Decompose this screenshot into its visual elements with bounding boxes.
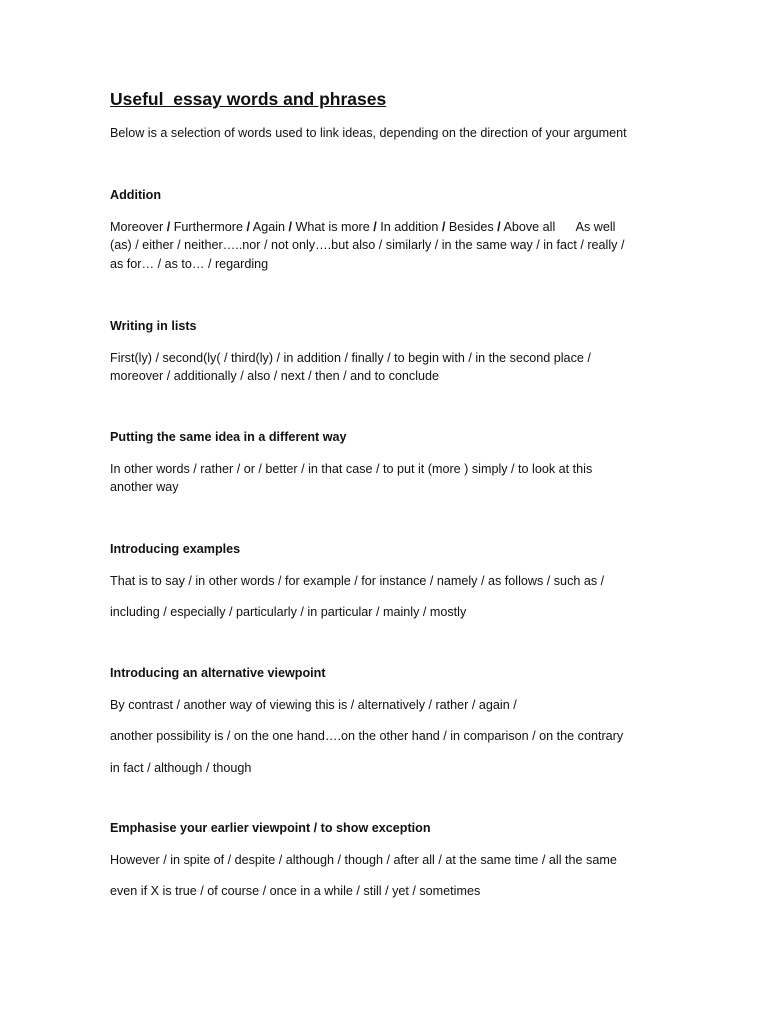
section-heading: Introducing examples bbox=[110, 542, 241, 556]
examples-line-1: That is to say / in other words / for example / for instance / namely / as follows / such as / bbox=[110, 573, 605, 588]
text-segment: Moreover bbox=[110, 219, 167, 234]
document-title: Useful essay words and phrases bbox=[110, 89, 387, 109]
lists-line-2: moreover / additionally / also / next / then / and to conclude bbox=[110, 369, 440, 383]
section-heading: Emphasise your earlier viewpoint / to show exception bbox=[110, 821, 431, 835]
text-segment: Furthermore bbox=[170, 219, 247, 234]
section-emphasise bbox=[110, 819, 670, 901]
text-segment: Besides bbox=[445, 219, 498, 234]
addition-line-1 bbox=[110, 218, 670, 237]
emphasise-line-2: even if X is true / of course / once in a while / still / yet / sometimes bbox=[110, 884, 481, 898]
separator: / bbox=[288, 219, 293, 234]
text-segment: In addition bbox=[376, 219, 442, 234]
section-heading: Introducing an alternative viewpoint bbox=[110, 666, 326, 680]
different-way-line-1: In other words / rather / or / better / in that case / to put it (more ) simply / to look at this bbox=[110, 461, 593, 476]
alternative-line-3: in fact / although / though bbox=[110, 760, 252, 775]
text-segment: Again bbox=[250, 219, 289, 234]
section-introducing-examples bbox=[110, 540, 670, 622]
different-way-line-2: another way bbox=[110, 480, 179, 494]
addition-line-2: (as) / either / neither…..nor / not only….but also / similarly / in the same way / in fact / really / bbox=[110, 238, 625, 252]
section-addition bbox=[110, 186, 670, 273]
section-heading: Addition bbox=[110, 188, 162, 202]
separator: / bbox=[373, 219, 377, 234]
lists-line-1: First(ly) / second(ly( / third(ly) / in addition / finally / to begin with / in the second place / bbox=[110, 350, 591, 365]
separator: / bbox=[497, 219, 501, 234]
section-writing-in-lists bbox=[110, 317, 670, 386]
addition-line-3: as for… / as to… / regarding bbox=[110, 256, 269, 271]
section-different-way bbox=[110, 428, 670, 497]
text-segment: Above all As well bbox=[500, 219, 616, 234]
section-heading: Writing in lists bbox=[110, 319, 197, 333]
section-alternative-viewpoint bbox=[110, 664, 670, 777]
examples-line-2: including / especially / particularly / in particular / mainly / mostly bbox=[110, 605, 467, 619]
intro-text: Below is a selection of words used to link ideas, depending on the direction of your argument bbox=[110, 126, 627, 140]
emphasise-line-1: However / in spite of / despite / although / though / after all / at the same time / all the same bbox=[110, 852, 617, 867]
alternative-line-2: another possibility is / on the one hand….on the other hand / in comparison / on the contrary bbox=[110, 729, 624, 743]
section-heading: Putting the same idea in a different way bbox=[110, 430, 347, 444]
separator: / bbox=[166, 219, 171, 234]
separator: / bbox=[441, 219, 446, 234]
separator: / bbox=[246, 219, 250, 234]
text-segment: What is more bbox=[292, 219, 374, 234]
alternative-line-1: By contrast / another way of viewing this is / alternatively / rather / again / bbox=[110, 697, 517, 712]
